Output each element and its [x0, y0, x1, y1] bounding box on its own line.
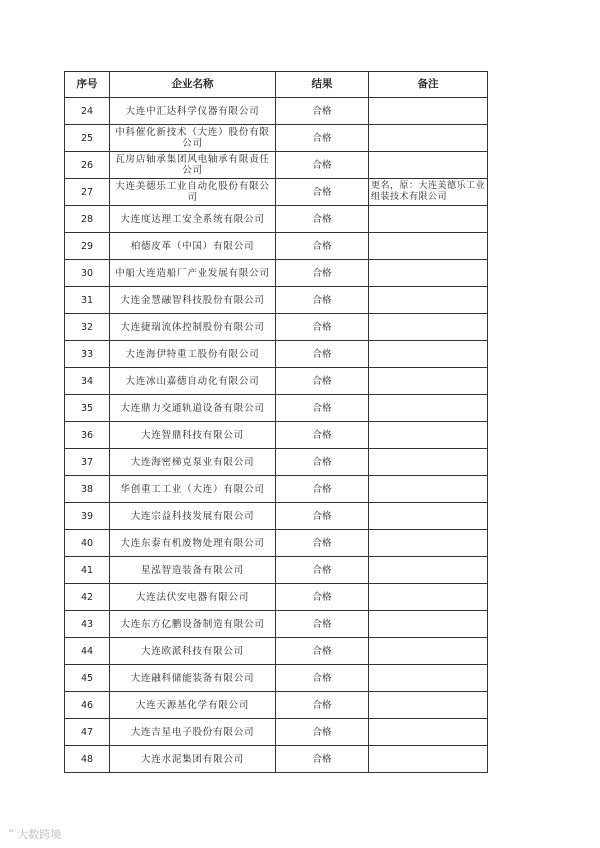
row-number: 35 [65, 395, 110, 422]
company-name: 大连水泥集团有限公司 [110, 746, 276, 773]
row-number: 47 [65, 719, 110, 746]
row-number: 32 [65, 314, 110, 341]
note-value [369, 476, 488, 503]
row-number: 46 [65, 692, 110, 719]
result-value: 合格 [276, 638, 369, 665]
row-number: 48 [65, 746, 110, 773]
result-value: 合格 [276, 530, 369, 557]
company-name: 瓦房店轴承集团风电轴承有限责任公司 [110, 152, 276, 179]
row-number: 36 [65, 422, 110, 449]
row-number: 27 [65, 179, 110, 206]
table-row [65, 314, 488, 341]
table-row [65, 179, 488, 206]
result-value: 合格 [276, 233, 369, 260]
result-value: 合格 [276, 260, 369, 287]
row-number: 29 [65, 233, 110, 260]
quote-logo-icon: “ [8, 827, 15, 841]
note-value [369, 503, 488, 530]
note-value [369, 260, 488, 287]
table-row [65, 530, 488, 557]
note-value [369, 638, 488, 665]
table-row [65, 287, 488, 314]
result-value: 合格 [276, 449, 369, 476]
watermark-text: 大数跨境 [17, 828, 62, 841]
result-value: 合格 [276, 206, 369, 233]
row-number: 33 [65, 341, 110, 368]
note-value [369, 665, 488, 692]
row-number: 39 [65, 503, 110, 530]
table-row [65, 422, 488, 449]
company-name: 华创重工工业（大连）有限公司 [110, 476, 276, 503]
company-name: 大连捷瑞流体控制股份有限公司 [110, 314, 276, 341]
watermark [8, 826, 61, 842]
row-number: 28 [65, 206, 110, 233]
note-value [369, 557, 488, 584]
company-name: 大连海伊特重工股份有限公司 [110, 341, 276, 368]
table-row [65, 206, 488, 233]
table-row [65, 368, 488, 395]
note-value [369, 395, 488, 422]
table-row [65, 611, 488, 638]
row-number: 26 [65, 152, 110, 179]
result-value: 合格 [276, 341, 369, 368]
table-row [65, 692, 488, 719]
company-name: 大连宗益科技发展有限公司 [110, 503, 276, 530]
company-name: 大连东泰有机废物处理有限公司 [110, 530, 276, 557]
company-name: 大连融科储能装备有限公司 [110, 665, 276, 692]
result-value: 合格 [276, 746, 369, 773]
result-value: 合格 [276, 476, 369, 503]
note-value [369, 206, 488, 233]
header-row [65, 72, 488, 98]
row-number: 45 [65, 665, 110, 692]
company-name: 大连东方亿鹏设备制造有限公司 [110, 611, 276, 638]
row-number: 24 [65, 98, 110, 125]
company-name: 大连鼎力交通轨道设备有限公司 [110, 395, 276, 422]
note-value: 更名，原：大连美德乐工业组装技术有限公司 [369, 179, 488, 206]
note-value [369, 449, 488, 476]
result-value: 合格 [276, 611, 369, 638]
table-row [65, 152, 488, 179]
table-row [65, 395, 488, 422]
company-name: 大连吉星电子股份有限公司 [110, 719, 276, 746]
table-row [65, 503, 488, 530]
note-value [369, 746, 488, 773]
table-row [65, 260, 488, 287]
table-row [65, 665, 488, 692]
company-name: 大连金慧融智科技股份有限公司 [110, 287, 276, 314]
row-number: 31 [65, 287, 110, 314]
note-value [369, 152, 488, 179]
note-value [369, 584, 488, 611]
table-row [65, 341, 488, 368]
result-value: 合格 [276, 152, 369, 179]
table-row [65, 233, 488, 260]
header-company-name: 企业名称 [110, 72, 276, 98]
company-name: 大连冰山嘉德自动化有限公司 [110, 368, 276, 395]
header-no: 序号 [65, 72, 110, 98]
note-value [369, 341, 488, 368]
row-number: 43 [65, 611, 110, 638]
table-row [65, 584, 488, 611]
result-value: 合格 [276, 665, 369, 692]
table-row [65, 557, 488, 584]
result-value: 合格 [276, 125, 369, 152]
table-row [65, 719, 488, 746]
company-name: 大连法伏安电器有限公司 [110, 584, 276, 611]
note-value [369, 530, 488, 557]
result-value: 合格 [276, 422, 369, 449]
row-number: 25 [65, 125, 110, 152]
company-name: 大连美德乐工业自动化股份有限公司 [110, 179, 276, 206]
results-table [64, 71, 488, 773]
result-value: 合格 [276, 314, 369, 341]
company-name: 大连度达理工安全系统有限公司 [110, 206, 276, 233]
row-number: 44 [65, 638, 110, 665]
note-value [369, 422, 488, 449]
company-name: 星泓智造装备有限公司 [110, 557, 276, 584]
result-value: 合格 [276, 287, 369, 314]
row-number: 41 [65, 557, 110, 584]
row-number: 37 [65, 449, 110, 476]
note-value [369, 719, 488, 746]
company-name: 柏德皮革（中国）有限公司 [110, 233, 276, 260]
result-value: 合格 [276, 98, 369, 125]
note-value [369, 98, 488, 125]
note-value [369, 692, 488, 719]
result-value: 合格 [276, 719, 369, 746]
result-value: 合格 [276, 179, 369, 206]
result-value: 合格 [276, 692, 369, 719]
company-name: 中科催化新技术（大连）股份有限公司 [110, 125, 276, 152]
result-value: 合格 [276, 557, 369, 584]
table-row [65, 476, 488, 503]
header-note: 备注 [369, 72, 488, 98]
table-row [65, 98, 488, 125]
result-value: 合格 [276, 503, 369, 530]
note-value [369, 233, 488, 260]
note-value [369, 368, 488, 395]
table-row [65, 125, 488, 152]
header-result: 结果 [276, 72, 369, 98]
company-name: 大连智鼎科技有限公司 [110, 422, 276, 449]
table-row [65, 449, 488, 476]
row-number: 42 [65, 584, 110, 611]
row-number: 30 [65, 260, 110, 287]
result-value: 合格 [276, 395, 369, 422]
table-row [65, 638, 488, 665]
company-name: 大连欧派科技有限公司 [110, 638, 276, 665]
result-value: 合格 [276, 584, 369, 611]
company-name: 大连天源基化学有限公司 [110, 692, 276, 719]
table-row [65, 746, 488, 773]
company-name: 大连海密梯克泵业有限公司 [110, 449, 276, 476]
result-value: 合格 [276, 368, 369, 395]
company-name: 大连中汇达科学仪器有限公司 [110, 98, 276, 125]
row-number: 40 [65, 530, 110, 557]
company-name: 中船大连造船厂产业发展有限公司 [110, 260, 276, 287]
row-number: 34 [65, 368, 110, 395]
note-value [369, 287, 488, 314]
note-value [369, 125, 488, 152]
row-number: 38 [65, 476, 110, 503]
note-value [369, 611, 488, 638]
note-value [369, 314, 488, 341]
